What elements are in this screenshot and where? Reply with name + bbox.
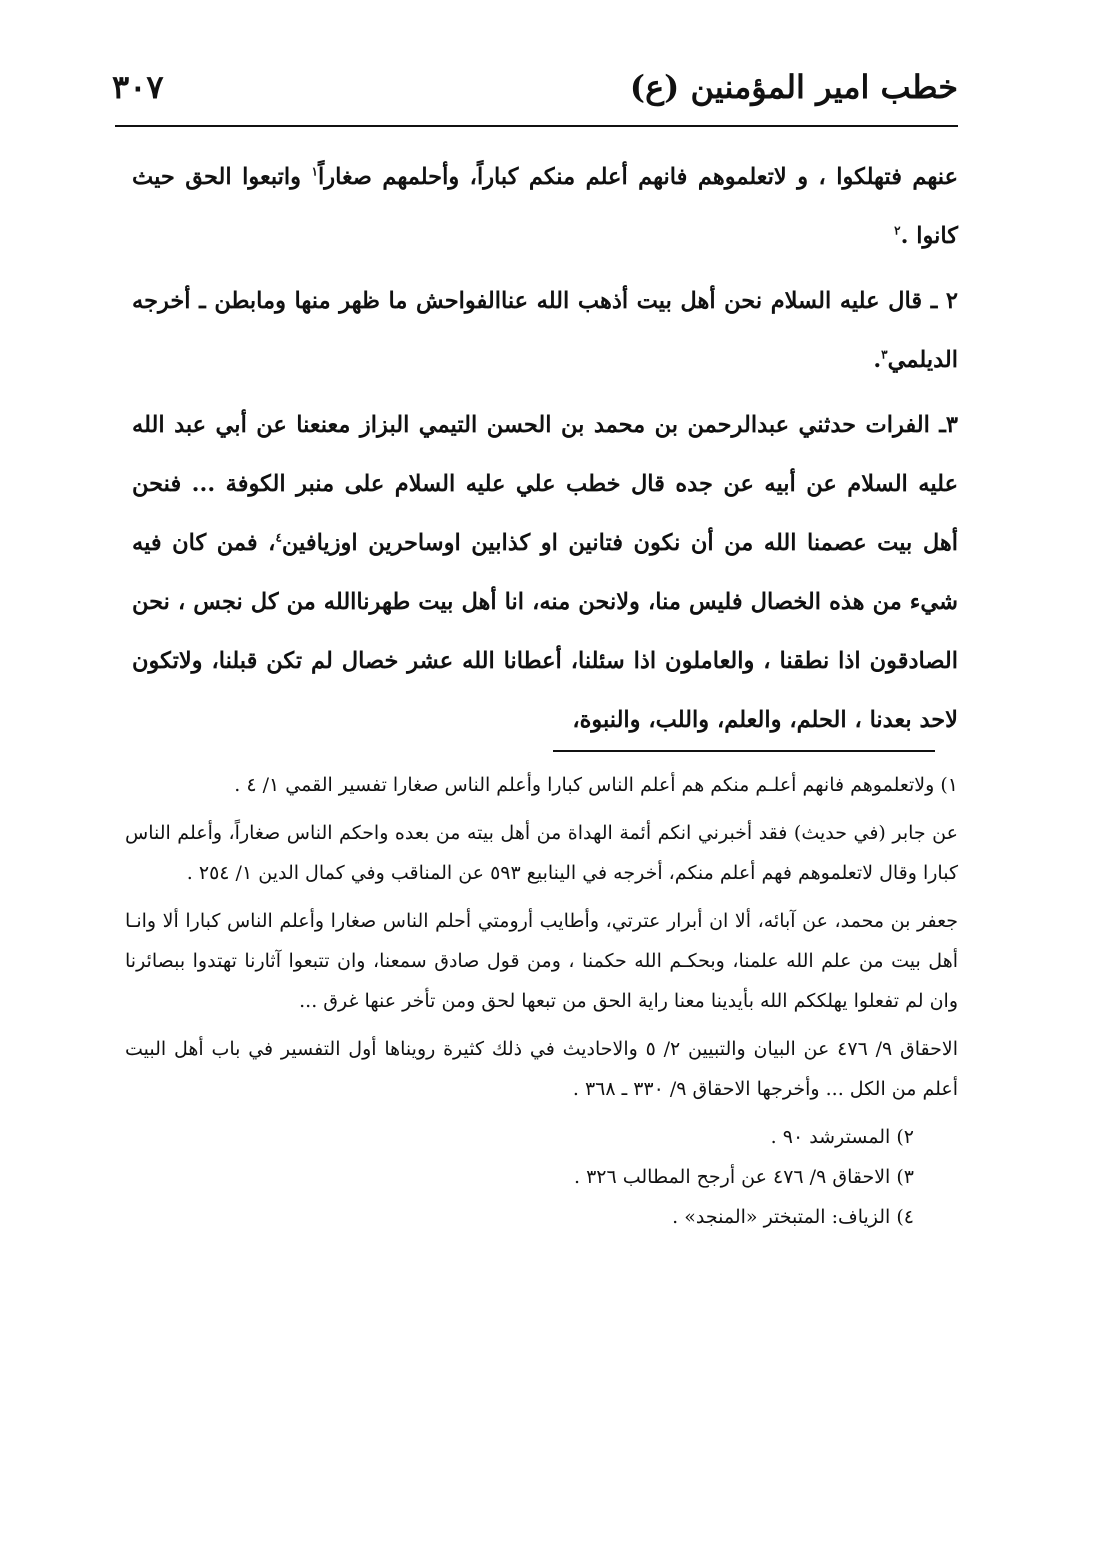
paragraph-2-text: ٢ ـ قال عليه السلام نحن أهل بيت أذهب الله عناالفواحش ما ظهر منها ومابطن ـ أخرجه الديلمي [132,288,958,373]
page-number: ٣٠٧ [112,68,164,106]
running-title: خطب امير المؤمنين (ع) [629,68,958,106]
footnote-1: ١) ولاتعلموهم فانهم أعلـم منكم هم أعلم الناس كبارا وأعلم الناس صغارا تفسير القمي ١/ ٤ . [234,774,958,796]
paragraph-3 [132,396,958,750]
footnote-ref-2: ٢ [894,223,901,238]
footnote-ref-3: ٣ [881,347,888,362]
paragraph-1-continuation: واتبعوا الحق حيث كانوا . [132,164,958,249]
main-text [132,148,958,756]
footnote-ref-4: ٤ [275,530,282,545]
footnote-1-jafar: جعفر بن محمد، عن آبائه، ألا ان أبرار عترتي، وأطايب أرومتي أحلم الناس صغارا وأعلم الناس كبارا ألا وانـا أهل بيت من علم الله علمنا، وبحكـم الله حكمنا ، ومن قول صادق سمعنا، وان تتبعوا آثارنا تهتدوا ببصائرنا وان لم تفعلوا يهلككم الله بأيدينا معنا راية الحق من تبعها لحق ومن تأخر عنها غرق ... [125,910,958,1012]
paragraph-1 [132,148,958,266]
footnote-1-ihqaq: الاحقاق ٩/ ٤٧٦ عن البيان والتبيين ٢/ ٥ والاحاديث في ذلك كثيرة رويناها أول التفسير في باب أهل البيت أعلم من الكل ... وأخرجها الاحقاق ٩/ ٣٣٠ ـ ٣٦٨ . [125,1038,958,1100]
footnote-2: ٢) المسترشد ٩٠ . [770,1126,914,1148]
paragraph-2-end: . [873,347,882,373]
footnote-3: ٣) الاحقاق ٩/ ٤٧٦ عن أرجح المطالب ٣٢٦ . [573,1166,914,1188]
paragraph-3-continuation: ، فمن كان فيه شيء من هذه الخصال فليس منا، ولانحن منه، انا أهل بيت طهرناالله من كل نجس ، نحن الصادقون اذا نطقنا ، والعاملون اذا سئلنا، أعطانا الله عشر خصال لم تكن قبلنا، ولاتكون لاحد بعدنا ، الحلم، والعلم، واللب، والنبوة، [132,530,958,733]
paragraph-2 [132,272,958,390]
footnote-1-jabir: عن جابر (في حديث) فقد أخبرني انكم أئمة الهداة من أهل بيته من بعده واحكم الناس صغاراً، وأعلم الناس كبارا وقال لاتعلموهم فهم أعلم منكم، أخرجه في الينابيع ٥٩٣ عن المناقب وفي كمال الدين ١/ ٢٥٤ . [125,822,958,884]
header-divider [115,125,958,127]
footnotes [125,765,958,1237]
page-header [112,68,958,120]
paragraph-3-text: ٣ـ الفرات حدثني عبدالرحمن بن محمد بن الحسن التيمي البزاز معنعنا عن أبي عبد الله عليه السلام عن أبيه عن جده قال خطب علي عليه السلام على منبر الكوفة ... فنحن أهل بيت عصمنا الله من أن نكون فتانين او كذابين اوساحرين اوزيافين [132,412,958,556]
paragraph-1-text: عنهم فتهلكوا ، و لاتعلموهم فانهم أعلم منكم كباراً، وأحلمهم صغاراً [317,164,958,190]
footnote-divider [553,750,935,752]
footnote-ref-1: ١ [311,164,318,179]
footnote-4: ٤) الزياف: المتبختر «المنجد» . [672,1206,914,1228]
